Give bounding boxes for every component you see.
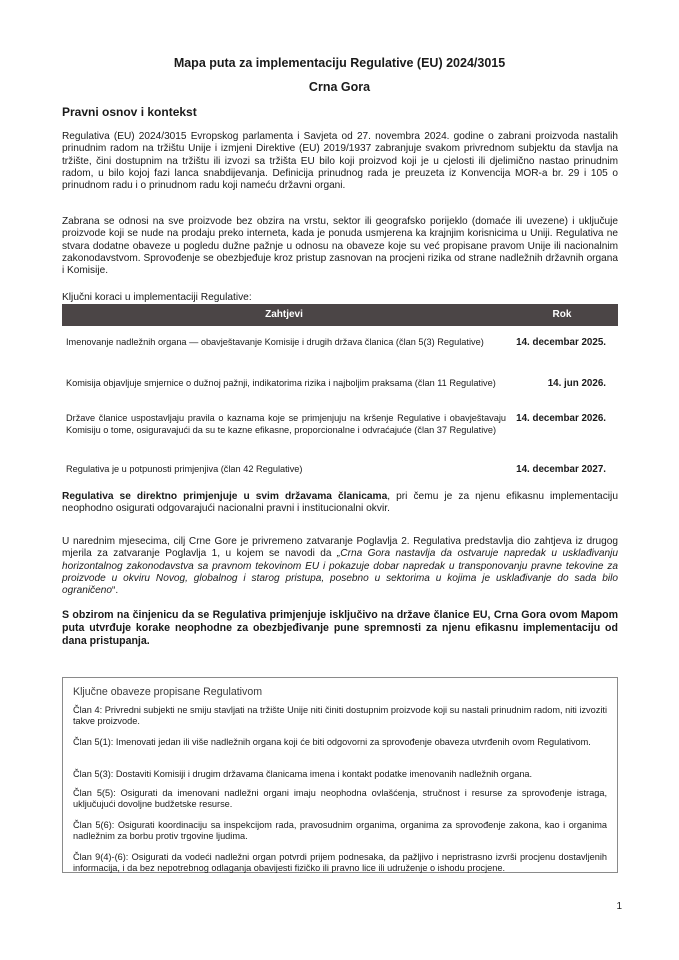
- direct-application-emphasis: Regulativa se direktno primjenjuje u svim državama članicama: [62, 491, 388, 502]
- requirement-cell: Regulativa je u potpunosti primjenjiva (član 42 Regulative): [66, 464, 303, 474]
- direct-application-text: , pri čemu je za njenu efikasnu implementaciju neophodno osigurati odgovarajući nacionalni pravni i institucionalni okvir.: [62, 491, 618, 515]
- requirement-cell: Komisija objavljuje smjernice o dužnoj pažnji, indikatorima rizika i najboljim praksama (član 11 Regulative): [66, 378, 496, 388]
- key-obligations-box: [62, 677, 618, 873]
- quote-end: “.: [111, 585, 119, 597]
- document-subtitle: Crna Gora: [308, 80, 371, 94]
- deadline-cell: 14. decembar 2026.: [516, 413, 606, 424]
- table-header: [62, 304, 618, 326]
- requirement-cell: Države članice uspostavljaju pravila o kaznama koje se primjenjuju na kršenje Regulative i obavještavaju Komisiju o tome, osiguravajući da su te kazne efikasne, proporcionalne i odvraćajuće (član 37 Regulative): [66, 413, 506, 435]
- page-number: 1: [616, 901, 622, 912]
- paragraph-direct-application: [62, 491, 618, 516]
- chapter-closing-text: U narednim mjesecima, cilj Crne Gore je privremeno zatvaranje Poglavlja 2. Regulativa predstavlja dio zahtjeva iz drugog mjerila za zatvaranje Poglavlja 1, u kojem se navodi da: [62, 536, 618, 560]
- requirement-cell: Imenovanje nadležnih organa — obavještavanje Komisije i drugih država članica (član 5(3) Regulative): [66, 337, 484, 347]
- key-obligations-title: Ključne obaveze propisane Regulativom: [73, 686, 263, 698]
- paragraph-roadmap-purpose: S obzirom na činjenicu da se Regulativa primjenjuje isključivo na države članice EU, Crna Gora ovom Mapom puta utvrđuje korake neophodne za obezbjeđivanje pune spremnosti za njenu efikasnu implementaciju od dana pristupanja.: [62, 609, 618, 647]
- header-deadline: Rok: [552, 309, 572, 320]
- deadline-cell: 14. jun 2026.: [547, 378, 606, 389]
- deadline-cell: 14. decembar 2027.: [516, 464, 606, 475]
- obligation-item: Član 5(3): Dostaviti Komisiji i drugim državama članicama imena i kontakt podatke imenovanih nadležnih organa.: [73, 769, 533, 779]
- table-caption: Ključni koraci u implementaciji Regulative:: [62, 292, 252, 303]
- paragraph-chapter-closing: [62, 536, 618, 597]
- deadline-cell: 14. decembar 2025.: [516, 337, 606, 348]
- obligation-item: Član 5(6): Osigurati koordinaciju sa inspekcijom rada, pravosudnim organima, organima za sprovođenje zakona, kao i organima nadležnim za borbu protiv trgovine ljudima.: [73, 820, 607, 842]
- paragraph-legal-basis: Regulativa (EU) 2024/3015 Evropskog parlamenta i Savjeta od 27. novembra 2024. godine o zabrani proizvoda nastalih prinudnim radom na tržištu Unije i izmjeni Direktive (EU) 2019/1937 zabranjuje svakom privrednom subjektu da stavlja na tržište, čini dostupnim na tržištu ili izvozi sa tržišta EU bilo koji proizvod koji je u cjelosti ili djelimično nastao prinudnim radom, u bilo kojoj fazi lanca snabdijevanja. Definicija prinudnog rada je preuzeta iz Konvencija MOR-a br. 29 i 105 o prinudnom radu i o prinudnom radu koji nameću državni organi.: [62, 131, 618, 192]
- obligation-item: Član 9(4)-(6): Osigurati da vodeći nadležni organ potvrdi prijem podnesaka, da pažljivo i nepristrasno izvrši procjenu dostavljenih informacija, i da bez nepotrebnog odlaganja obavijesti fizičko ili pravno lice ili udruženje o ishodu procjene.: [73, 852, 607, 874]
- section-heading: Pravni osnov i kontekst: [62, 105, 197, 119]
- obligation-item: Član 5(5): Osigurati da imenovani nadležni organi imaju neophodna ovlašćenja, stručnost i resurse za sprovođenje istraga, uključujući dovoljne budžetske resurse.: [73, 788, 607, 810]
- header-requirements: Zahtjevi: [265, 309, 303, 320]
- obligation-item: Član 5(1): Imenovati jedan ili više nadležnih organa koji će biti odgovorni za sprovođenje obaveza utvrđenih ovom Regulativom.: [73, 737, 591, 747]
- paragraph-scope: Zabrana se odnosi na sve proizvode bez obzira na vrstu, sektor ili geografsko porijeklo (domaće ili uvezene) i uključuje proizvode koji se nude na prodaju preko interneta, kada je ponuda usmjerena ka krajnjim korisnicima u Uniji. Regulativa ne stvara dodatne obaveze u pogledu dužne pažnje u odnosu na obaveze koje su već propisane pravom Unije ili nacionalnim zakonodavstvom. Sprovođenje se obezbjeđuje kroz pristup zasnovan na procjeni rizika od strane nadležnih državnih organa i Komisije.: [62, 216, 618, 277]
- benchmark-quote: „Crna Gora nastavlja da ostvaruje napredak u usklađivanju horizontalnog zakonodavstva sa pravnom tekovinom EU i pokazuje dobar napredak u transponovanju pravne tekovine za proizvode u okviru Novog, globalnog i starog pristupa, posebno u sektorima u kojima je usklađivanje do sada bilo ograničeno: [62, 548, 618, 597]
- document-title: Mapa puta za implementaciju Regulative (EU) 2024/3015: [173, 56, 506, 70]
- obligation-item: Član 4: Privredni subjekti ne smiju stavljati na tržište Unije niti činiti dostupnim proizvode koji su nastali prinudnim radom, niti izvoziti takve proizvode.: [73, 705, 607, 727]
